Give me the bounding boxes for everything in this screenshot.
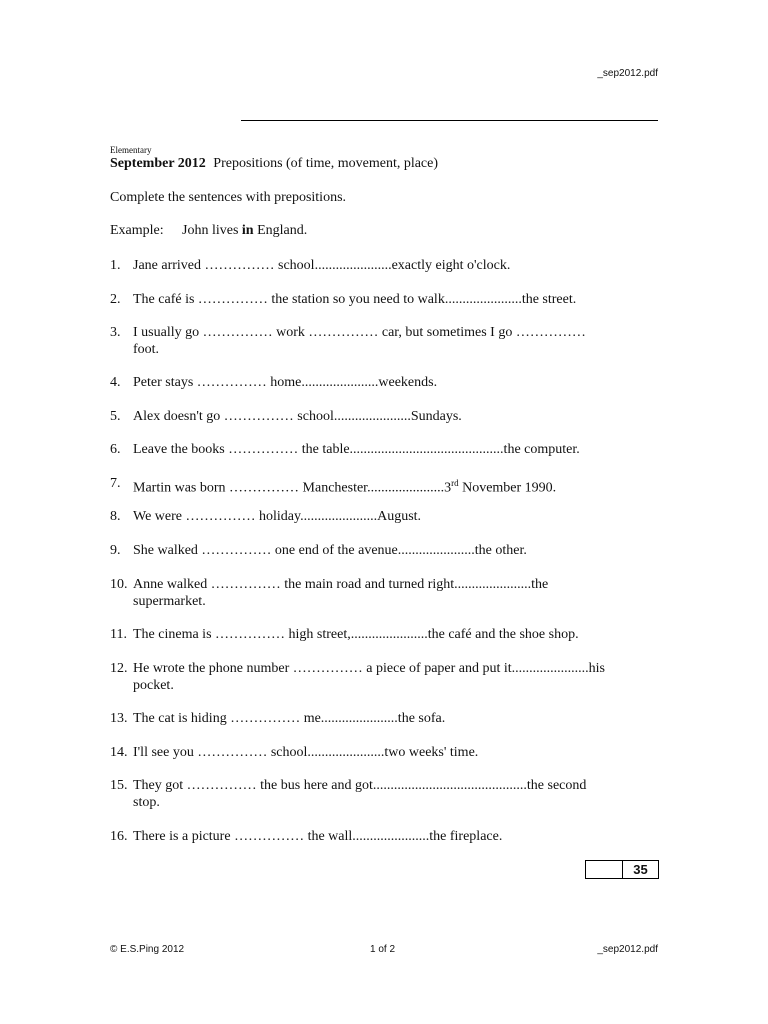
item-text: Leave the books …………… the table............................................the computer. — [133, 442, 580, 457]
score-box — [585, 860, 659, 879]
instruction: Complete the sentences with prepositions. — [110, 190, 347, 205]
footer-filename: _sep2012.pdf — [597, 944, 658, 955]
footer-copyright: © E.S.Ping 2012 — [110, 944, 185, 955]
item-text: The cinema is …………… high street,......................the café and the shoe shop. — [133, 627, 579, 642]
item-number: 5. — [110, 409, 121, 424]
item-text: There is a picture …………… the wall......................the fireplace. — [133, 829, 503, 844]
item-number: 2. — [110, 292, 121, 307]
title-date: September 2012 — [110, 156, 206, 171]
item-text: I usually go …………… work …………… car, but sometimes I go …………… foot. — [133, 325, 586, 357]
item-text: The cat is hiding …………… me......................the sofa. — [133, 711, 446, 726]
item-number: 4. — [110, 375, 121, 390]
example-after: England. — [253, 223, 308, 238]
item-text: She walked …………… one end of the avenue......................the other. — [133, 543, 527, 558]
item-number: 14. — [110, 745, 128, 760]
example-before: John lives — [182, 223, 242, 238]
item-number: 11. — [110, 627, 127, 642]
item-number: 7. — [110, 476, 121, 491]
example — [110, 223, 307, 239]
example-label: Example: — [110, 223, 164, 238]
score-field[interactable] — [586, 861, 623, 878]
title-topic: Prepositions (of time, movement, place) — [213, 156, 439, 171]
item-text: Peter stays …………… home......................weekends. — [133, 375, 438, 390]
item-number: 8. — [110, 509, 121, 524]
item-text: I'll see you …………… school......................two weeks' time. — [133, 745, 479, 760]
item-text: Anne walked …………… the main road and turned right......................the supermarket. — [133, 577, 549, 609]
item-number: 16. — [110, 829, 128, 844]
item-number: 9. — [110, 543, 121, 558]
item-text: The café is …………… the station so you need to walk......................the street. — [133, 292, 577, 307]
item-number: 15. — [110, 778, 128, 793]
item-number: 10. — [110, 577, 128, 592]
item-text: Alex doesn't go …………… school......................Sundays. — [133, 409, 462, 424]
item-number: 6. — [110, 442, 121, 457]
footer-page-number: 1 of 2 — [370, 944, 396, 955]
item-number: 1. — [110, 258, 121, 273]
item-text: Jane arrived …………… school......................exactly eight o'clock. — [133, 258, 511, 273]
item-text: Martin was born …………… Manchester......................3rd November 1990. — [133, 478, 557, 496]
header-filename: _sep2012.pdf — [597, 68, 658, 79]
example-answer: in — [241, 223, 254, 238]
score-total: 35 — [633, 862, 648, 877]
page-title — [110, 156, 438, 172]
item-number: 12. — [110, 661, 128, 676]
item-text: He wrote the phone number …………… a piece of paper and put it......................his pocket. — [133, 661, 606, 693]
name-line — [241, 120, 658, 121]
item-number: 3. — [110, 325, 121, 340]
level-label: Elementary — [110, 145, 152, 155]
item-number: 13. — [110, 711, 128, 726]
item-text: We were …………… holiday......................August. — [133, 509, 422, 524]
item-text: They got …………… the bus here and got............................................the second stop. — [133, 778, 587, 810]
